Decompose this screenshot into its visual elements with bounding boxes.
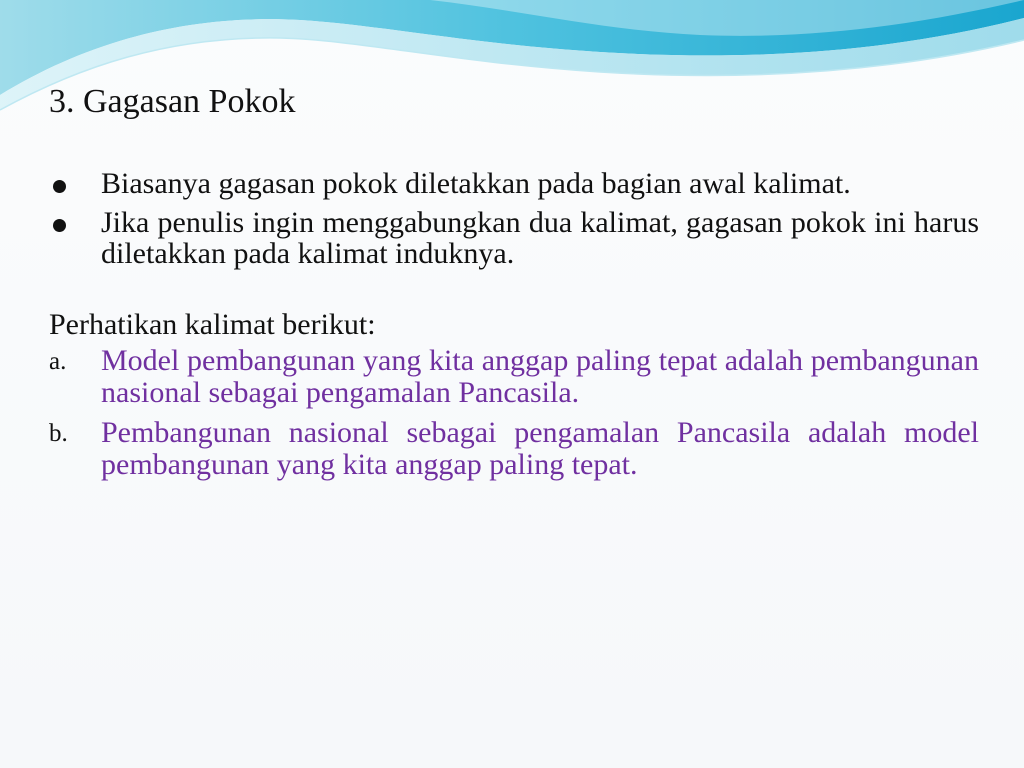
bullet-icon [53, 180, 66, 193]
lead-text: Perhatikan kalimat berikut: [49, 308, 376, 341]
list-marker: b. [49, 420, 68, 447]
bullet-text: Jika penulis ingin menggabungkan dua kalimat, gagasan pokok ini harus diletakkan pada kalimat induknya. [101, 206, 979, 270]
example-sentence-b [49, 417, 979, 481]
bullet-list [49, 168, 979, 269]
example-sentence-text: Pembangunan nasional sebagai pengamalan Pancasila adalah model pembangunan yang kita anggap paling tepat. [101, 416, 979, 481]
example-sentence-text: Model pembangunan yang kita anggap paling tepat adalah pembangunan nasional sebagai pengamalan Pancasila. [101, 344, 979, 409]
bullet-item [49, 168, 979, 199]
bullet-icon [53, 219, 66, 232]
bullet-item [49, 207, 979, 269]
list-marker: a. [49, 348, 67, 375]
example-sentence-a [49, 345, 979, 409]
slide-title: 3. Gagasan Pokok [49, 83, 296, 120]
slide-content [49, 82, 979, 489]
bullet-text: Biasanya gagasan pokok diletakkan pada bagian awal kalimat. [101, 167, 851, 200]
example-sentence-list [49, 345, 979, 481]
